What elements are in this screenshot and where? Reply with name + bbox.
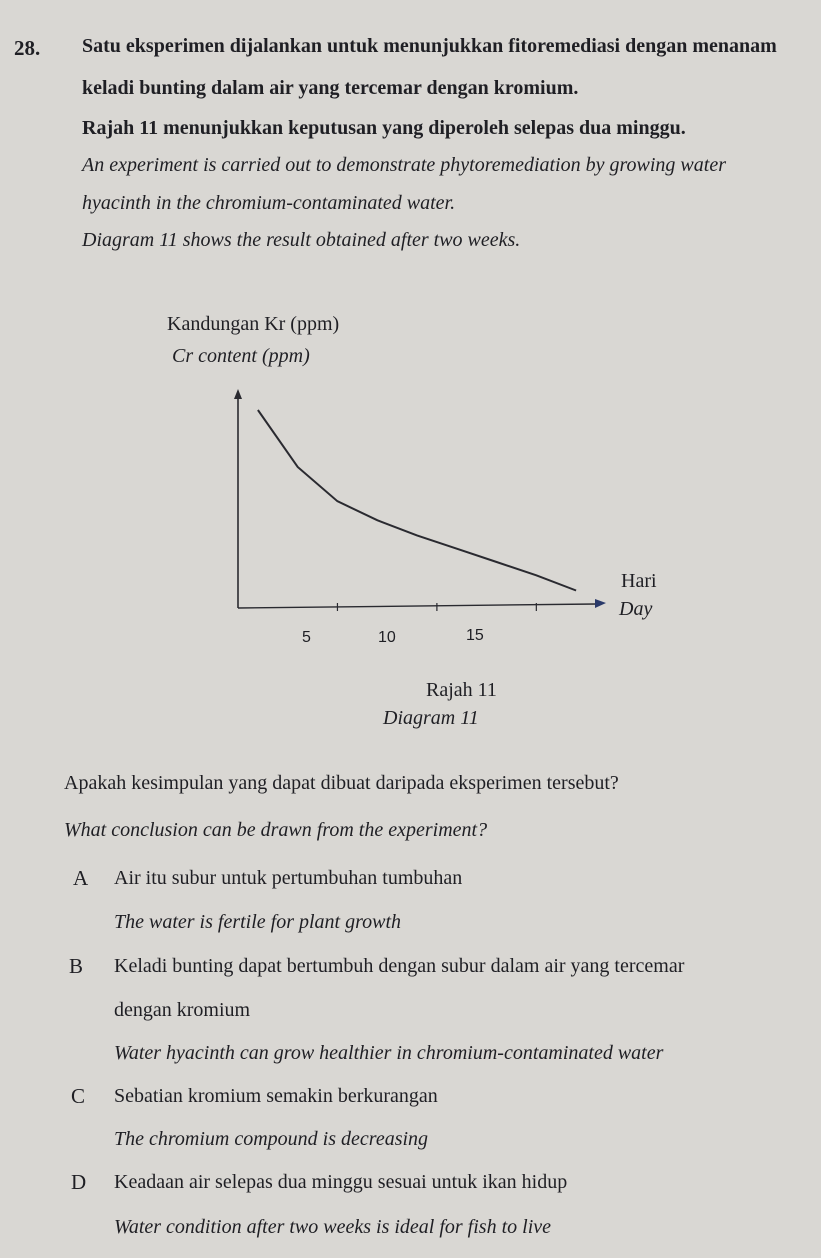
cr-content-curve xyxy=(258,410,576,591)
y-axis-arrow xyxy=(234,389,242,399)
x-axis xyxy=(238,604,596,608)
option-b-ms: Keladi bunting dapat bertumbuh dengan subur dalam air yang tercemar xyxy=(114,955,685,977)
graph-xlabel-en: Day xyxy=(619,598,653,620)
option-b-ms-line-2: dengan kromium xyxy=(114,999,251,1021)
prompt-ms: Apakah kesimpulan yang dapat dibuat daripada eksperimen tersebut? xyxy=(64,772,619,794)
option-a-en: The water is fertile for plant growth xyxy=(114,911,402,933)
prompt-en: What conclusion can be drawn from the experiment? xyxy=(64,819,488,841)
graph-ylabel-en: Cr content (ppm) xyxy=(172,345,310,367)
x-tick-label-15: 15 xyxy=(466,627,484,644)
option-c-en: The chromium compound is decreasing xyxy=(114,1128,429,1150)
x-tick-label-5: 5 xyxy=(302,629,311,646)
option-a-ms: Air itu subur untuk pertumbuhan tumbuhan xyxy=(114,867,463,889)
intro-ms-line-1: Satu eksperimen dijalankan untuk menunjukkan fitoremediasi dengan menanam xyxy=(82,35,777,57)
intro-ms-line-3: Rajah 11 menunjukkan keputusan yang diperoleh selepas dua minggu. xyxy=(82,117,686,139)
intro-ms-line-2: keladi bunting dalam air yang tercemar dengan kromium. xyxy=(82,77,579,99)
graph-caption-en: Diagram 11 xyxy=(383,707,479,729)
option-d-ms: Keadaan air selepas dua minggu sesuai untuk ikan hidup xyxy=(114,1171,568,1193)
graph-caption-ms: Rajah 11 xyxy=(426,679,497,701)
option-b-en: Water hyacinth can grow healthier in chromium-contaminated water xyxy=(114,1042,664,1064)
graph-xlabel-ms: Hari xyxy=(621,570,657,592)
option-b-letter: B xyxy=(69,954,84,978)
x-axis-arrow xyxy=(595,599,606,608)
intro-en-line-2: hyacinth in the chromium-contaminated water. xyxy=(82,192,456,214)
graph-ylabel-ms: Kandungan Kr (ppm) xyxy=(167,313,340,335)
option-c-ms: Sebatian kromium semakin berkurangan xyxy=(114,1085,438,1107)
option-d-letter: D xyxy=(71,1170,87,1194)
intro-en-line-1: An experiment is carried out to demonstrate phytoremediation by growing water xyxy=(82,154,726,176)
question-number: 28. xyxy=(14,36,41,60)
option-c-letter: C xyxy=(71,1084,86,1108)
x-tick-label-10: 10 xyxy=(378,629,396,646)
option-d-en: Water condition after two weeks is ideal for fish to live xyxy=(114,1216,552,1238)
intro-en-line-3: Diagram 11 shows the result obtained after two weeks. xyxy=(82,229,521,251)
option-a-letter: A xyxy=(73,866,89,890)
